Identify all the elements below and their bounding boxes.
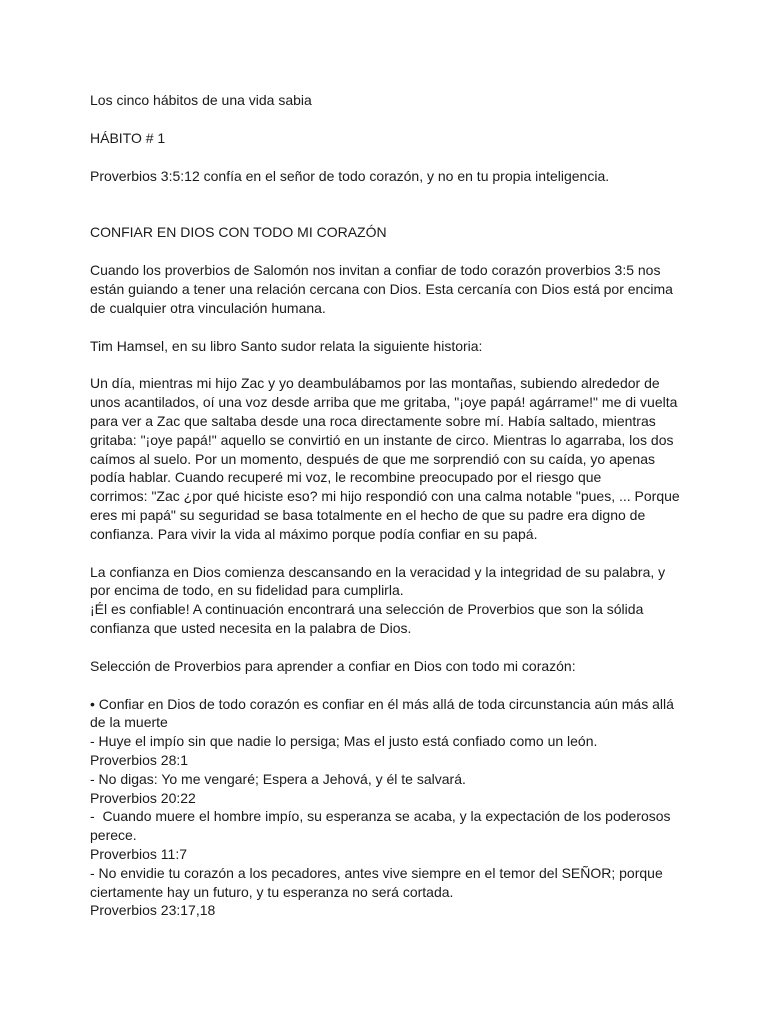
paragraph-line: confianza. Para vivir la vida al máximo porque podía confiar en su papá. bbox=[90, 525, 538, 542]
paragraph-line: caímos al suelo. Por un momento, después de que me sorprendió con su caída, yo apenas bbox=[90, 450, 656, 467]
list-item: - Cuando muere el hombre impío, su esperanza se acaba, y la expectación de los poderosos bbox=[90, 808, 671, 825]
paragraph-line: Un día, mientras mi hijo Zac y yo deambulábamos por las montañas, subiendo alrededor de bbox=[90, 375, 660, 392]
story-intro: Tim Hamsel, en su libro Santo sudor relata la siguiente historia: bbox=[90, 337, 483, 354]
selection-heading: Selección de Proverbios para aprender a confiar en Dios con todo mi corazón: bbox=[90, 657, 576, 674]
verse-reference: Proverbios 20:22 bbox=[90, 789, 196, 806]
list-item: de la muerte bbox=[90, 714, 168, 731]
paragraph-line: por encima de todo, en su fidelidad para cumplirla. bbox=[90, 582, 404, 599]
document-title: Los cinco hábitos de una vida sabia bbox=[90, 92, 312, 108]
list-item: • Confiar en Dios de todo corazón es confiar en él más allá de toda circunstancia aún más allá bbox=[90, 695, 674, 712]
paragraph-line: de cualquier otra vinculación humana. bbox=[90, 299, 326, 316]
list-item: - No digas: Yo me vengaré; Espera a Jehová, y él te salvará. bbox=[90, 770, 466, 787]
verse-reference: Proverbios 28:1 bbox=[90, 751, 189, 768]
paragraph-line: confianza que usted necesita en la palabra de Dios. bbox=[90, 619, 412, 636]
list-item: - No envidie tu corazón a los pecadores, antes vive siempre en el temor del SEÑOR; porque bbox=[90, 864, 663, 881]
paragraph-line: gritaba: "¡oye papá!" aquello se convirtió en un instante de circo. Mientras lo agarraba, los dos bbox=[90, 431, 674, 448]
verse-reference: Proverbios 11:7 bbox=[90, 845, 188, 862]
verse-reference: Proverbios 23:17,18 bbox=[90, 902, 216, 919]
list-item: - Huye el impío sin que nadie lo persiga; Mas el justo está confiado como un león. bbox=[90, 733, 598, 750]
paragraph-line: ¡Él es confiable! A continuación encontrará una selección de Proverbios que son la sólida bbox=[90, 601, 644, 618]
paragraph-line: para ver a Zac que saltaba desde una roca directamente sobre mí. Había saltado, mientras bbox=[90, 412, 656, 429]
section-heading: CONFIAR EN DIOS CON TODO MI CORAZÓN bbox=[90, 224, 387, 241]
paragraph-line: están guiando a tener una relación cercana con Dios. Esta cercanía con Dios está por encima bbox=[90, 280, 673, 297]
story-paragraph bbox=[90, 374, 680, 543]
verse-text: Proverbios 3:5:12 confía en el señor de todo corazón, y no en tu propia inteligencia. bbox=[90, 167, 610, 184]
habit-heading: HÁBITO # 1 bbox=[90, 129, 166, 146]
intro-paragraph bbox=[90, 261, 680, 317]
trust-paragraph bbox=[90, 563, 680, 638]
paragraph-line: eres mi papá" su seguridad se basa totalmente en el hecho de que su padre era digno de bbox=[90, 506, 646, 523]
list-item: perece. bbox=[90, 827, 137, 844]
paragraph-line: Cuando los proverbios de Salomón nos invitan a confiar de todo corazón proverbios 3:5 nos bbox=[90, 262, 661, 279]
list-item: ciertamente hay un futuro, y tu esperanza no será cortada. bbox=[90, 883, 454, 900]
document-page bbox=[90, 91, 680, 920]
paragraph-line: podía hablar. Cuando recuperé mi voz, le recombine preocupado por el riesgo que bbox=[90, 469, 602, 486]
paragraph-line: La confianza en Dios comienza descansando en la veracidad y la integridad de su palabra, y bbox=[90, 563, 666, 580]
paragraph-line: unos acantilados, oí una voz desde arriba que me gritaba, "¡oye papá! agárrame!" me di vuelta bbox=[90, 394, 678, 411]
proverbs-list bbox=[90, 695, 680, 921]
paragraph-line: corrimos: "Zac ¿por qué hiciste eso? mi hijo respondió con una calma notable "pues, ... Porque bbox=[90, 488, 680, 505]
